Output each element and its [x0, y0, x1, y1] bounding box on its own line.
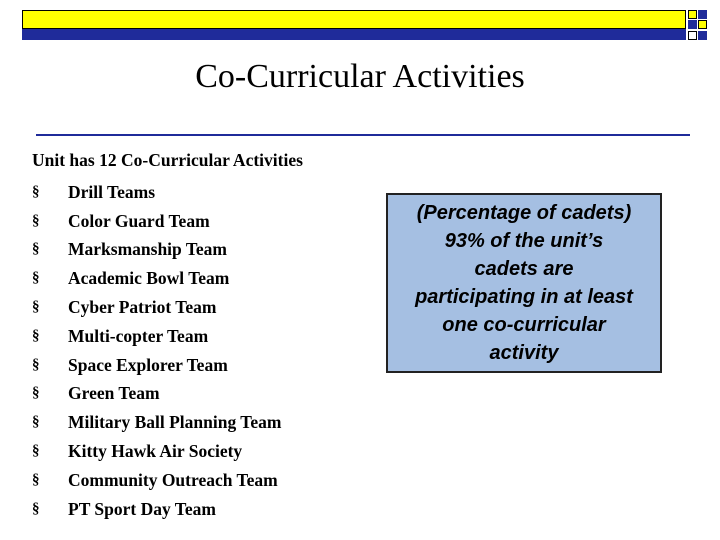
- activity-label: PT Sport Day Team: [68, 498, 216, 519]
- bullet-icon: §: [32, 500, 40, 517]
- activity-list: [32, 178, 281, 524]
- activity-label: Community Outreach Team: [68, 469, 278, 490]
- list-heading: Unit has 12 Co-Curricular Activities: [32, 150, 303, 170]
- decor-square: [698, 10, 707, 19]
- bullet-icon: §: [32, 212, 40, 229]
- activity-label: Space Explorer Team: [68, 354, 228, 375]
- bullet-icon: §: [32, 241, 40, 258]
- bullet-icon: §: [32, 443, 40, 460]
- bullet-icon: §: [32, 471, 40, 488]
- activity-label: Military Ball Planning Team: [68, 412, 282, 433]
- activity-label: Academic Bowl Team: [68, 268, 230, 289]
- list-item: [32, 351, 281, 380]
- bullet-icon: §: [32, 414, 40, 431]
- callout-line: participating in at least: [415, 286, 633, 308]
- bullet-icon: §: [32, 356, 40, 373]
- participation-callout: [386, 193, 662, 373]
- callout-line: one co-curricular: [442, 314, 606, 336]
- list-item: [32, 264, 281, 293]
- list-item: [32, 437, 281, 466]
- callout-line: (Percentage of cadets): [416, 202, 632, 224]
- slide-title: Co-Curricular Activities: [195, 58, 525, 95]
- header-blue-band: [22, 29, 686, 40]
- activity-label: Multi-copter Team: [68, 325, 209, 346]
- callout-text: [415, 199, 633, 367]
- title-divider: [36, 134, 690, 136]
- activity-label: Green Team: [68, 383, 160, 404]
- list-item: [32, 207, 281, 236]
- bullet-icon: §: [32, 183, 40, 200]
- callout-line: cadets are: [474, 258, 574, 280]
- list-item: [32, 178, 281, 207]
- decor-square: [698, 31, 707, 40]
- decor-square: [688, 31, 697, 40]
- decor-square: [698, 20, 707, 29]
- list-item: [32, 408, 281, 437]
- bullet-icon: §: [32, 385, 40, 402]
- activity-label: Marksmanship Team: [68, 239, 227, 260]
- list-item: [32, 293, 281, 322]
- activity-label: Drill Teams: [68, 181, 156, 202]
- decor-square: [688, 10, 697, 19]
- list-item: [32, 380, 281, 409]
- list-item: [32, 236, 281, 265]
- activity-label: Color Guard Team: [68, 210, 210, 231]
- bullet-icon: §: [32, 270, 40, 287]
- header-yellow-band: [22, 10, 686, 29]
- list-item: [32, 322, 281, 351]
- header-decor-bar: [22, 10, 707, 40]
- list-item: [32, 466, 281, 495]
- bullet-icon: §: [32, 327, 40, 344]
- activity-label: Kitty Hawk Air Society: [68, 441, 243, 462]
- bullet-icon: §: [32, 299, 40, 316]
- decor-square: [688, 20, 697, 29]
- list-item: [32, 495, 281, 524]
- callout-line: activity: [489, 342, 559, 364]
- callout-line: 93% of the unit’s: [444, 230, 604, 252]
- activity-label: Cyber Patriot Team: [68, 297, 217, 318]
